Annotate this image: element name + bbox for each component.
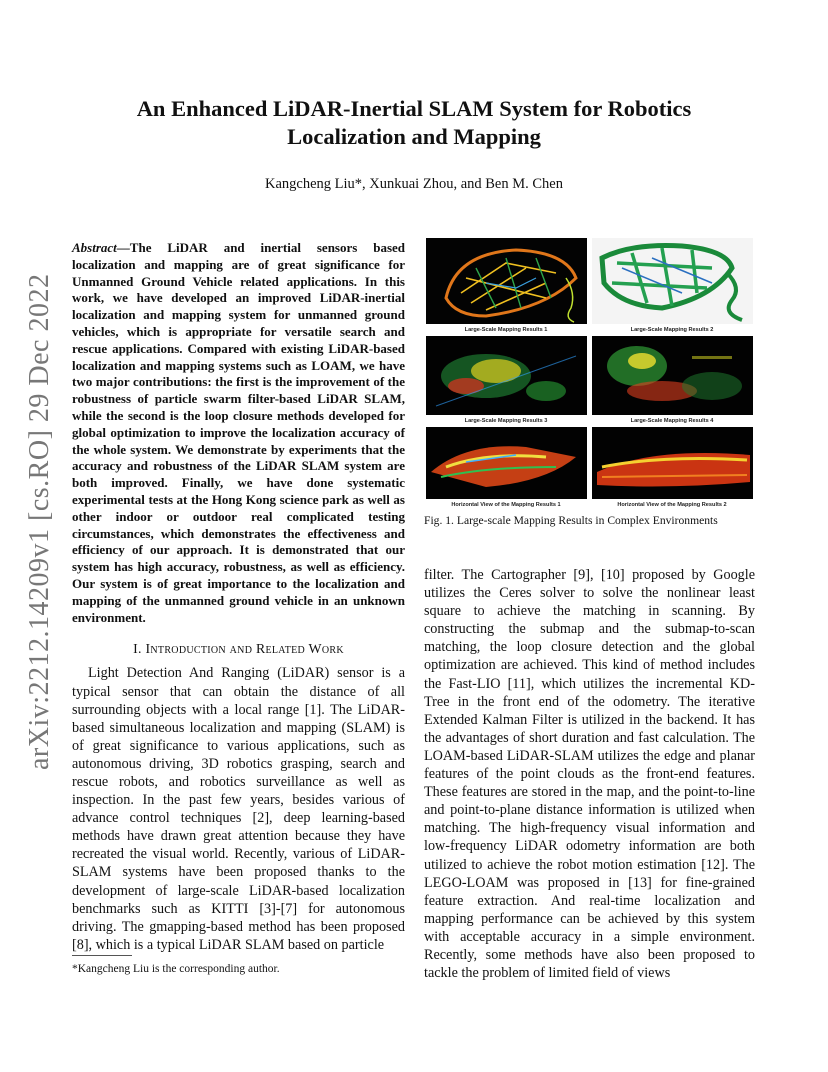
mapping-panel-4 (592, 336, 753, 415)
paper-authors: Kangcheng Liu*, Xunkuai Zhou, and Ben M. Chen (264, 176, 563, 192)
panel-label-5: Horizontal View of the Mapping Results 1 (451, 502, 561, 508)
mapping-image-6 (592, 427, 753, 499)
abstract-dash: — (116, 240, 130, 255)
arxiv-identifier: arXiv:2212.14209v1 [cs.RO] 29 Dec 2022 (24, 273, 55, 770)
panel-label-2: Large-Scale Mapping Results 2 (630, 327, 714, 333)
figure-caption: Fig. 1. Large-scale Mapping Results in Complex Environments (424, 514, 718, 527)
mapping-image-2 (592, 238, 753, 324)
mapping-panel-3 (426, 336, 587, 415)
section-number: I. (133, 641, 142, 657)
figure-1 (424, 238, 755, 538)
mapping-panel-6 (592, 427, 753, 499)
mapping-panel-5 (426, 427, 587, 499)
mapping-image-5 (426, 427, 587, 499)
mapping-image-4 (592, 336, 753, 415)
section-heading (72, 640, 405, 658)
mapping-panel-1 (426, 238, 587, 324)
intro-paragraph-left: Light Detection And Ranging (LiDAR) sensor is a typical sensor that can obtain the distance of all surrounding objects with a local range [1]. The LiDAR-based simultaneous localization and mapping (SLAM) is of great significance to various applications, such as autonomous driving, 3D robotics grasping, search and rescue robots, and robotics surveillance as well as inspection. In the past few years, besides various of advance control techniques [2], deep learning-based methods have drawn great attention because they have recreated the visual world. Recently, various of LiDAR-SLAM systems have been proposed thanks to the development of large-scale LiDAR-based localization benchmarks such as KITTI [3]-[7] for autonomous driving. The gmapping-based method has been proposed [8], which is a typical LiDAR SLAM based on particle (72, 665, 405, 953)
footnote: *Kangcheng Liu is the corresponding author. (72, 963, 280, 975)
panel-label-1: Large-Scale Mapping Results 1 (464, 327, 548, 333)
abstract-label: Abstract (72, 240, 117, 255)
footnote-rule (72, 955, 132, 956)
panel-label-4: Large-Scale Mapping Results 4 (630, 418, 714, 424)
section-title: Introduction and Related Work (145, 641, 344, 657)
panel-label-3: Large-Scale Mapping Results 3 (464, 418, 548, 424)
paper-title: An Enhanced LiDAR-Inertial SLAM System for Robotics Localization and Mapping (136, 96, 692, 149)
mapping-image-3 (426, 336, 587, 415)
right-column (424, 566, 755, 982)
panel-label-6: Horizontal View of the Mapping Results 2 (617, 502, 727, 508)
abstract-text: The LiDAR and inertial sensors based localization and mapping are of great significance for Unmanned Ground Vehicle related applications. In this work, we have developed an improved LiDAR-inertial localization and mapping system for unmanned ground vehicles, which is appropriate for versatile search and rescue applications. Compared with existing LiDAR-based localization and mapping systems such as LOAM, we have two major contributions: the first is the improvement of the robustness of particle swarm filter-based LiDAR SLAM, while the second is the loop closure methods developed for global optimization to improve the localization accuracy of the whole system. We demonstrate by experiments that the accuracy and robustness of the LiDAR SLAM system are both improved. Finally, we have done systematic experimental tests at the Hong Kong science park as well as other indoor or outdoor real complicated testing circumstances, which demonstrates the effectiveness and efficiency of our approach. It is demonstrated that our system has high accuracy, robustness, as well as efficiency. Our system is of great importance to the localization and mapping of the unmanned ground vehicle in an unknown environment. (72, 240, 405, 625)
mapping-image-1 (426, 238, 587, 324)
left-column (72, 240, 405, 954)
intro-paragraph-right: filter. The Cartographer [9], [10] proposed by Google utilizes the Ceres solver to solve the nonlinear least square to achieve the matching in scanning. By constructing the submap and the submap-to-scan matching, the loop closure detection and the global optimization are achieved. This kind of method includes the Fast-LIO [11], which utilizes the incremental KD-Tree in the front end of the odometry. The iterative Extended Kalman Filter is utilized in the backend. It has the advantages of short duration and fast calculation. The LOAM-based LiDAR-SLAM utilizes the edge and planar features of the point clouds as the front-end features. These features are stored in the map, and the point-to-line and point-to-plane distance information is utilized when matching. The high-frequency visual information and low-frequency LiDAR odometry information are both utilized to achieve the robot motion estimation [12]. The LEGO-LOAM was proposed in [13] for fine-grained feature extraction. And real-time localization and mapping performance can be achieved by this system with acceptable accuracy in a simple environment. Recently, some methods have also been proposed to tackle the problem of limited field of views (424, 567, 755, 982)
mapping-panel-2 (592, 238, 753, 324)
abstract (72, 240, 405, 626)
